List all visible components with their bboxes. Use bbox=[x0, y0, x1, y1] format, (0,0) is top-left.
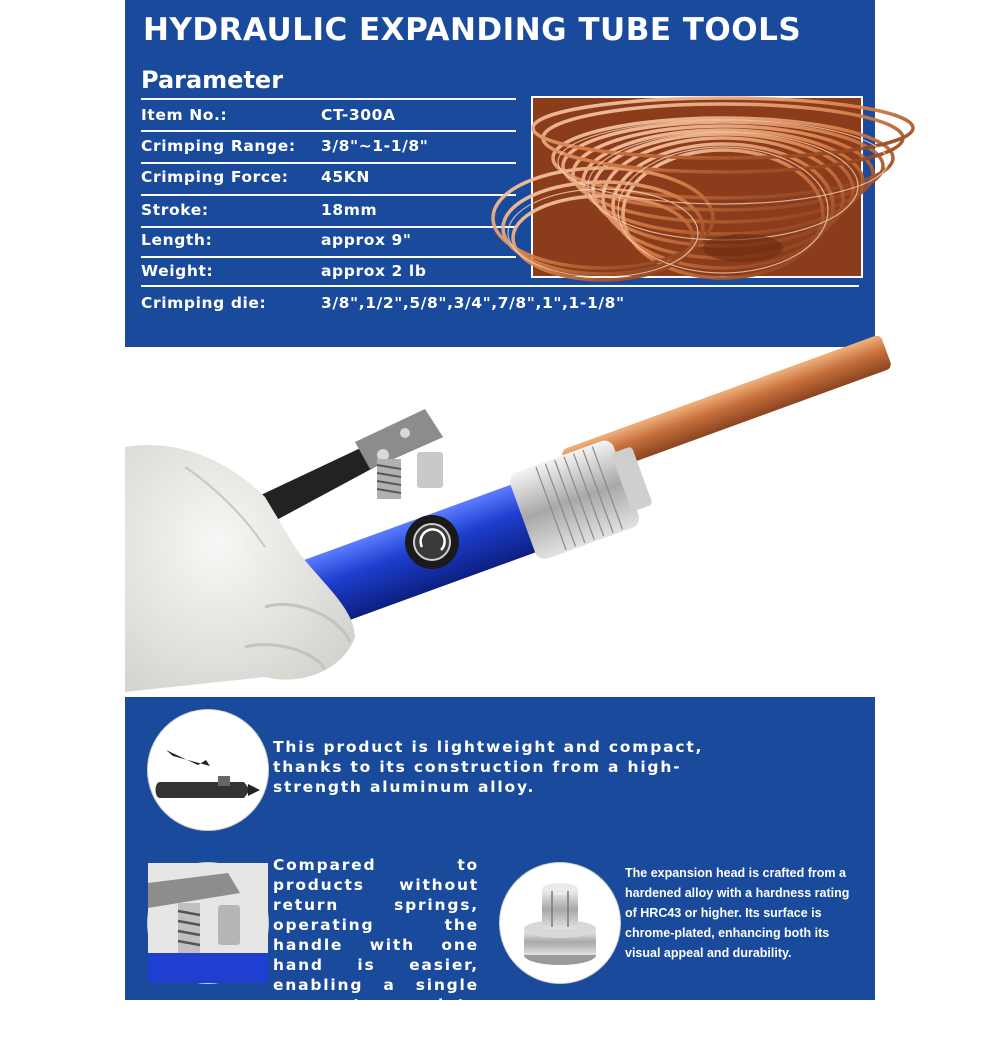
feature-text-expansion-head: The expansion head is crafted from a hardened alloy with a hardness rating of HRC43 or higher. Its surface is chrome-plated, enhancing both its visual appeal and durability. bbox=[625, 866, 850, 960]
spec-label: Length: bbox=[141, 231, 213, 249]
parameter-heading: Parameter bbox=[141, 66, 284, 94]
product-hero-image bbox=[125, 347, 875, 697]
feature-image-return-spring bbox=[147, 862, 269, 984]
spec-divider bbox=[141, 256, 516, 258]
expansion-head-icon bbox=[500, 863, 620, 983]
spec-value: 45KN bbox=[321, 168, 370, 186]
spec-label: Stroke: bbox=[141, 201, 209, 219]
spec-label: Crimping die: bbox=[141, 294, 267, 312]
spec-divider bbox=[141, 285, 859, 287]
spec-value: 3/8",1/2",5/8",3/4",7/8",1",1-1/8" bbox=[321, 294, 625, 312]
spec-divider bbox=[141, 130, 516, 132]
spec-value: approx 2 lb bbox=[321, 262, 427, 280]
spec-value: CT-300A bbox=[321, 106, 396, 124]
feature-image-expansion-head bbox=[499, 862, 621, 984]
spec-divider bbox=[141, 194, 516, 196]
spec-divider bbox=[141, 98, 516, 100]
hydraulic-tool-icon bbox=[125, 347, 875, 697]
spec-label: Crimping Range: bbox=[141, 137, 296, 155]
return-spring-icon bbox=[148, 863, 268, 983]
spec-value: 3/8"~1-1/8" bbox=[321, 137, 429, 155]
feature-text-lightweight: This product is lightweight and compact, thanks to its construction from a high-strength aluminum alloy. bbox=[273, 738, 704, 796]
spec-label: Item No.: bbox=[141, 106, 228, 124]
features-panel bbox=[125, 697, 875, 1054]
page-title: HYDRAULIC EXPANDING TUBE TOOLS bbox=[143, 12, 802, 48]
spec-label: Weight: bbox=[141, 262, 214, 280]
spec-divider bbox=[141, 226, 516, 228]
feature-text-return-spring: Compared to products without return springs, operating the handle with one hand is easier, enabling a single person to complete the expanding tube job independently. bbox=[273, 856, 479, 1054]
spec-label: Crimping Force: bbox=[141, 168, 289, 186]
spec-value: 18mm bbox=[321, 201, 378, 219]
copper-coil-photo bbox=[531, 96, 863, 278]
spec-value: approx 9" bbox=[321, 231, 412, 249]
feature-image-lightweight bbox=[147, 709, 269, 831]
parameter-panel bbox=[125, 0, 875, 347]
copper-coil-icon bbox=[533, 98, 861, 276]
tool-silhouette-icon bbox=[148, 710, 268, 830]
spec-divider bbox=[141, 162, 516, 164]
